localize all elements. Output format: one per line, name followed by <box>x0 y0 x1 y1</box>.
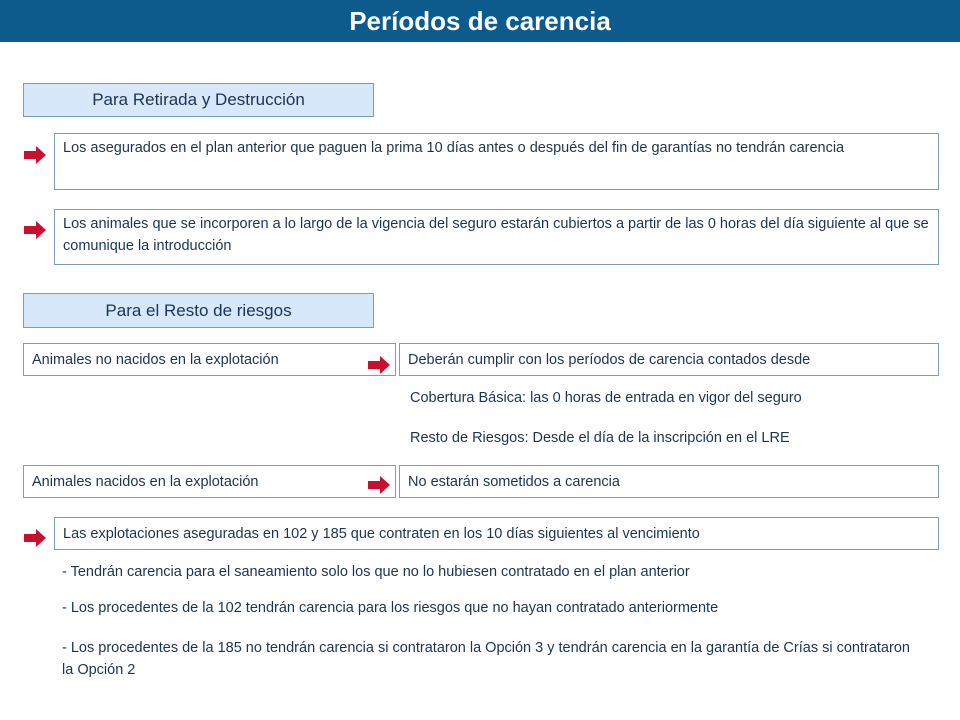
explotaciones-item: Las explotaciones aseguradas en 102 y 185 que contraten en los 10 días siguientes al vencimiento <box>54 517 939 550</box>
right-arrow-icon <box>24 146 46 164</box>
page-title: Períodos de carencia <box>0 0 960 42</box>
section-heading-retirada: Para Retirada y Destrucción <box>23 83 374 117</box>
section-heading-resto: Para el Resto de riesgos <box>23 293 374 328</box>
row1-right-box: Deberán cumplir con los períodos de carencia contados desde <box>399 343 939 376</box>
retirada-item-1: Los asegurados en el plan anterior que paguen la prima 10 días antes o después del fin de garantías no tendrán carencia <box>54 133 939 190</box>
right-arrow-icon <box>368 476 390 494</box>
right-arrow-icon <box>368 356 390 374</box>
row2-right-box: No estarán sometidos a carencia <box>399 465 939 498</box>
bullet-3: - Los procedentes de la 185 no tendrán carencia si contrataron la Opción 3 y tendrán carencia en la garantía de Crías si contrataron la Opción 2 <box>62 640 910 678</box>
row1-sub-1: Cobertura Básica: las 0 horas de entrada en vigor del seguro <box>410 390 802 406</box>
right-arrow-icon <box>24 221 46 239</box>
row1-sub-2: Resto de Riesgos: Desde el día de la inscripción en el LRE <box>410 430 790 446</box>
bullet-2: - Los procedentes de la 102 tendrán carencia para los riesgos que no hayan contratado anteriormente <box>62 600 719 616</box>
right-arrow-icon <box>24 529 46 547</box>
bullet-1: - Tendrán carencia para el saneamiento solo los que no lo hubiesen contratado en el plan anterior <box>62 564 690 580</box>
retirada-item-2: Los animales que se incorporen a lo largo de la vigencia del seguro estarán cubiertos a partir de las 0 horas del día siguiente al que se comunique la introducción <box>54 209 939 265</box>
row1-left-box: Animales no nacidos en la explotación <box>23 343 396 376</box>
row2-left-box: Animales nacidos en la explotación <box>23 465 396 498</box>
